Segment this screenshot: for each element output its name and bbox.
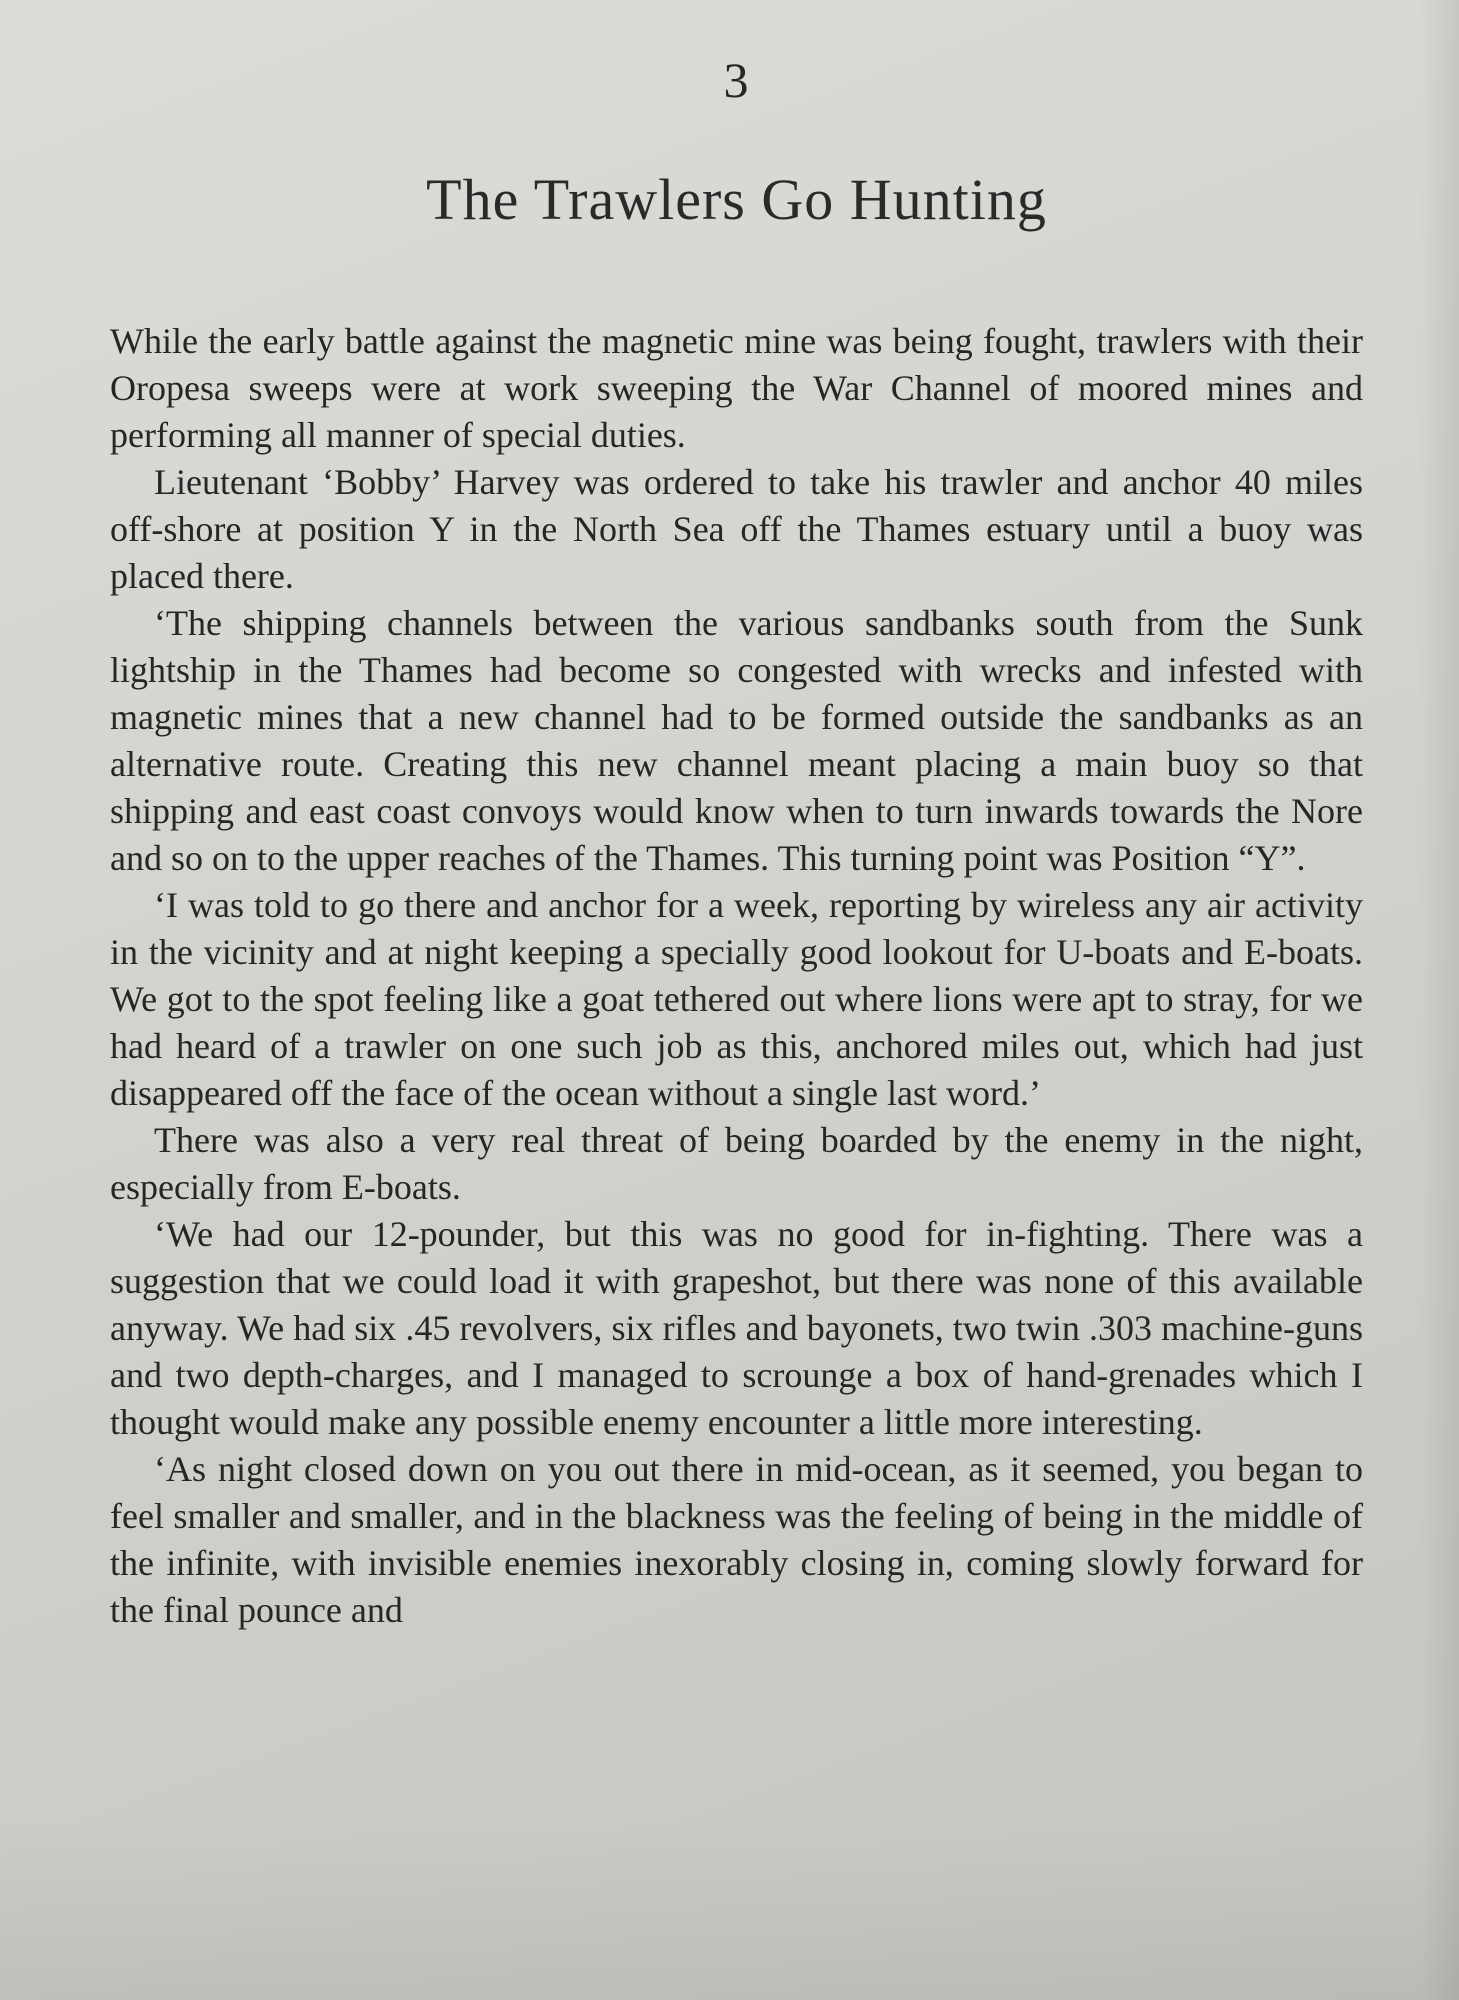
paragraph: While the early battle against the magnetic mine was being fought, trawlers with their Oropesa sweeps were at work sweeping the War Channel of moored mines and performing all manner of special duties. [110, 321, 1363, 455]
paragraph: ‘The shipping channels between the various sandbanks south from the Sunk lightship in the Thames had become so congested with wrecks and infested with magnetic mines that a new channel had to be formed outside the sandbanks as an alternative route. Creating this new channel meant placing a main buoy so that shipping and east coast convoys would know when to turn inwards towards the Nore and so on to the upper reaches of the Thames. This turning point was Position “Y”. [110, 603, 1363, 878]
page-bottom-shadow [0, 1820, 1459, 2000]
paragraph: There was also a very real threat of being boarded by the enemy in the night, especially from E-boats. [110, 1120, 1363, 1207]
chapter-number: 3 [723, 52, 750, 108]
paragraph: ‘As night closed down on you out there in mid-ocean, as it seemed, you began to feel smaller and smaller, and in the blackness was the feeling of being in the middle of the infinite, with invisible enemies inexorably closing in, coming slowly forward for the final pounce and [110, 1449, 1363, 1630]
paragraph: ‘We had our 12-pounder, but this was no good for in-fighting. There was a suggestion that we could load it with grapeshot, but there was none of this available anyway. We had six .45 revolvers, six rifles and bayonets, two twin .303 machine-guns and two depth-charges, and I managed to scrounge a box of hand-grenades which I thought would make any possible enemy encounter a little more interesting. [110, 1214, 1363, 1442]
page-edge-shadow [1419, 0, 1459, 2000]
chapter-title: The Trawlers Go Hunting [426, 167, 1047, 232]
chapter-body [110, 318, 1363, 1634]
paragraph: Lieutenant ‘Bobby’ Harvey was ordered to take his trawler and anchor 40 miles off-shore at position Y in the North Sea off the Thames estuary until a buoy was placed there. [110, 462, 1363, 596]
paragraph: ‘I was told to go there and anchor for a week, reporting by wireless any air activity in the vicinity and at night keeping a specially good lookout for U-boats and E-boats. We got to the spot feeling like a goat tethered out where lions were apt to stray, for we had heard of a trawler on one such job as this, anchored miles out, which had just disappeared off the face of the ocean without a single last word.’ [110, 885, 1363, 1113]
